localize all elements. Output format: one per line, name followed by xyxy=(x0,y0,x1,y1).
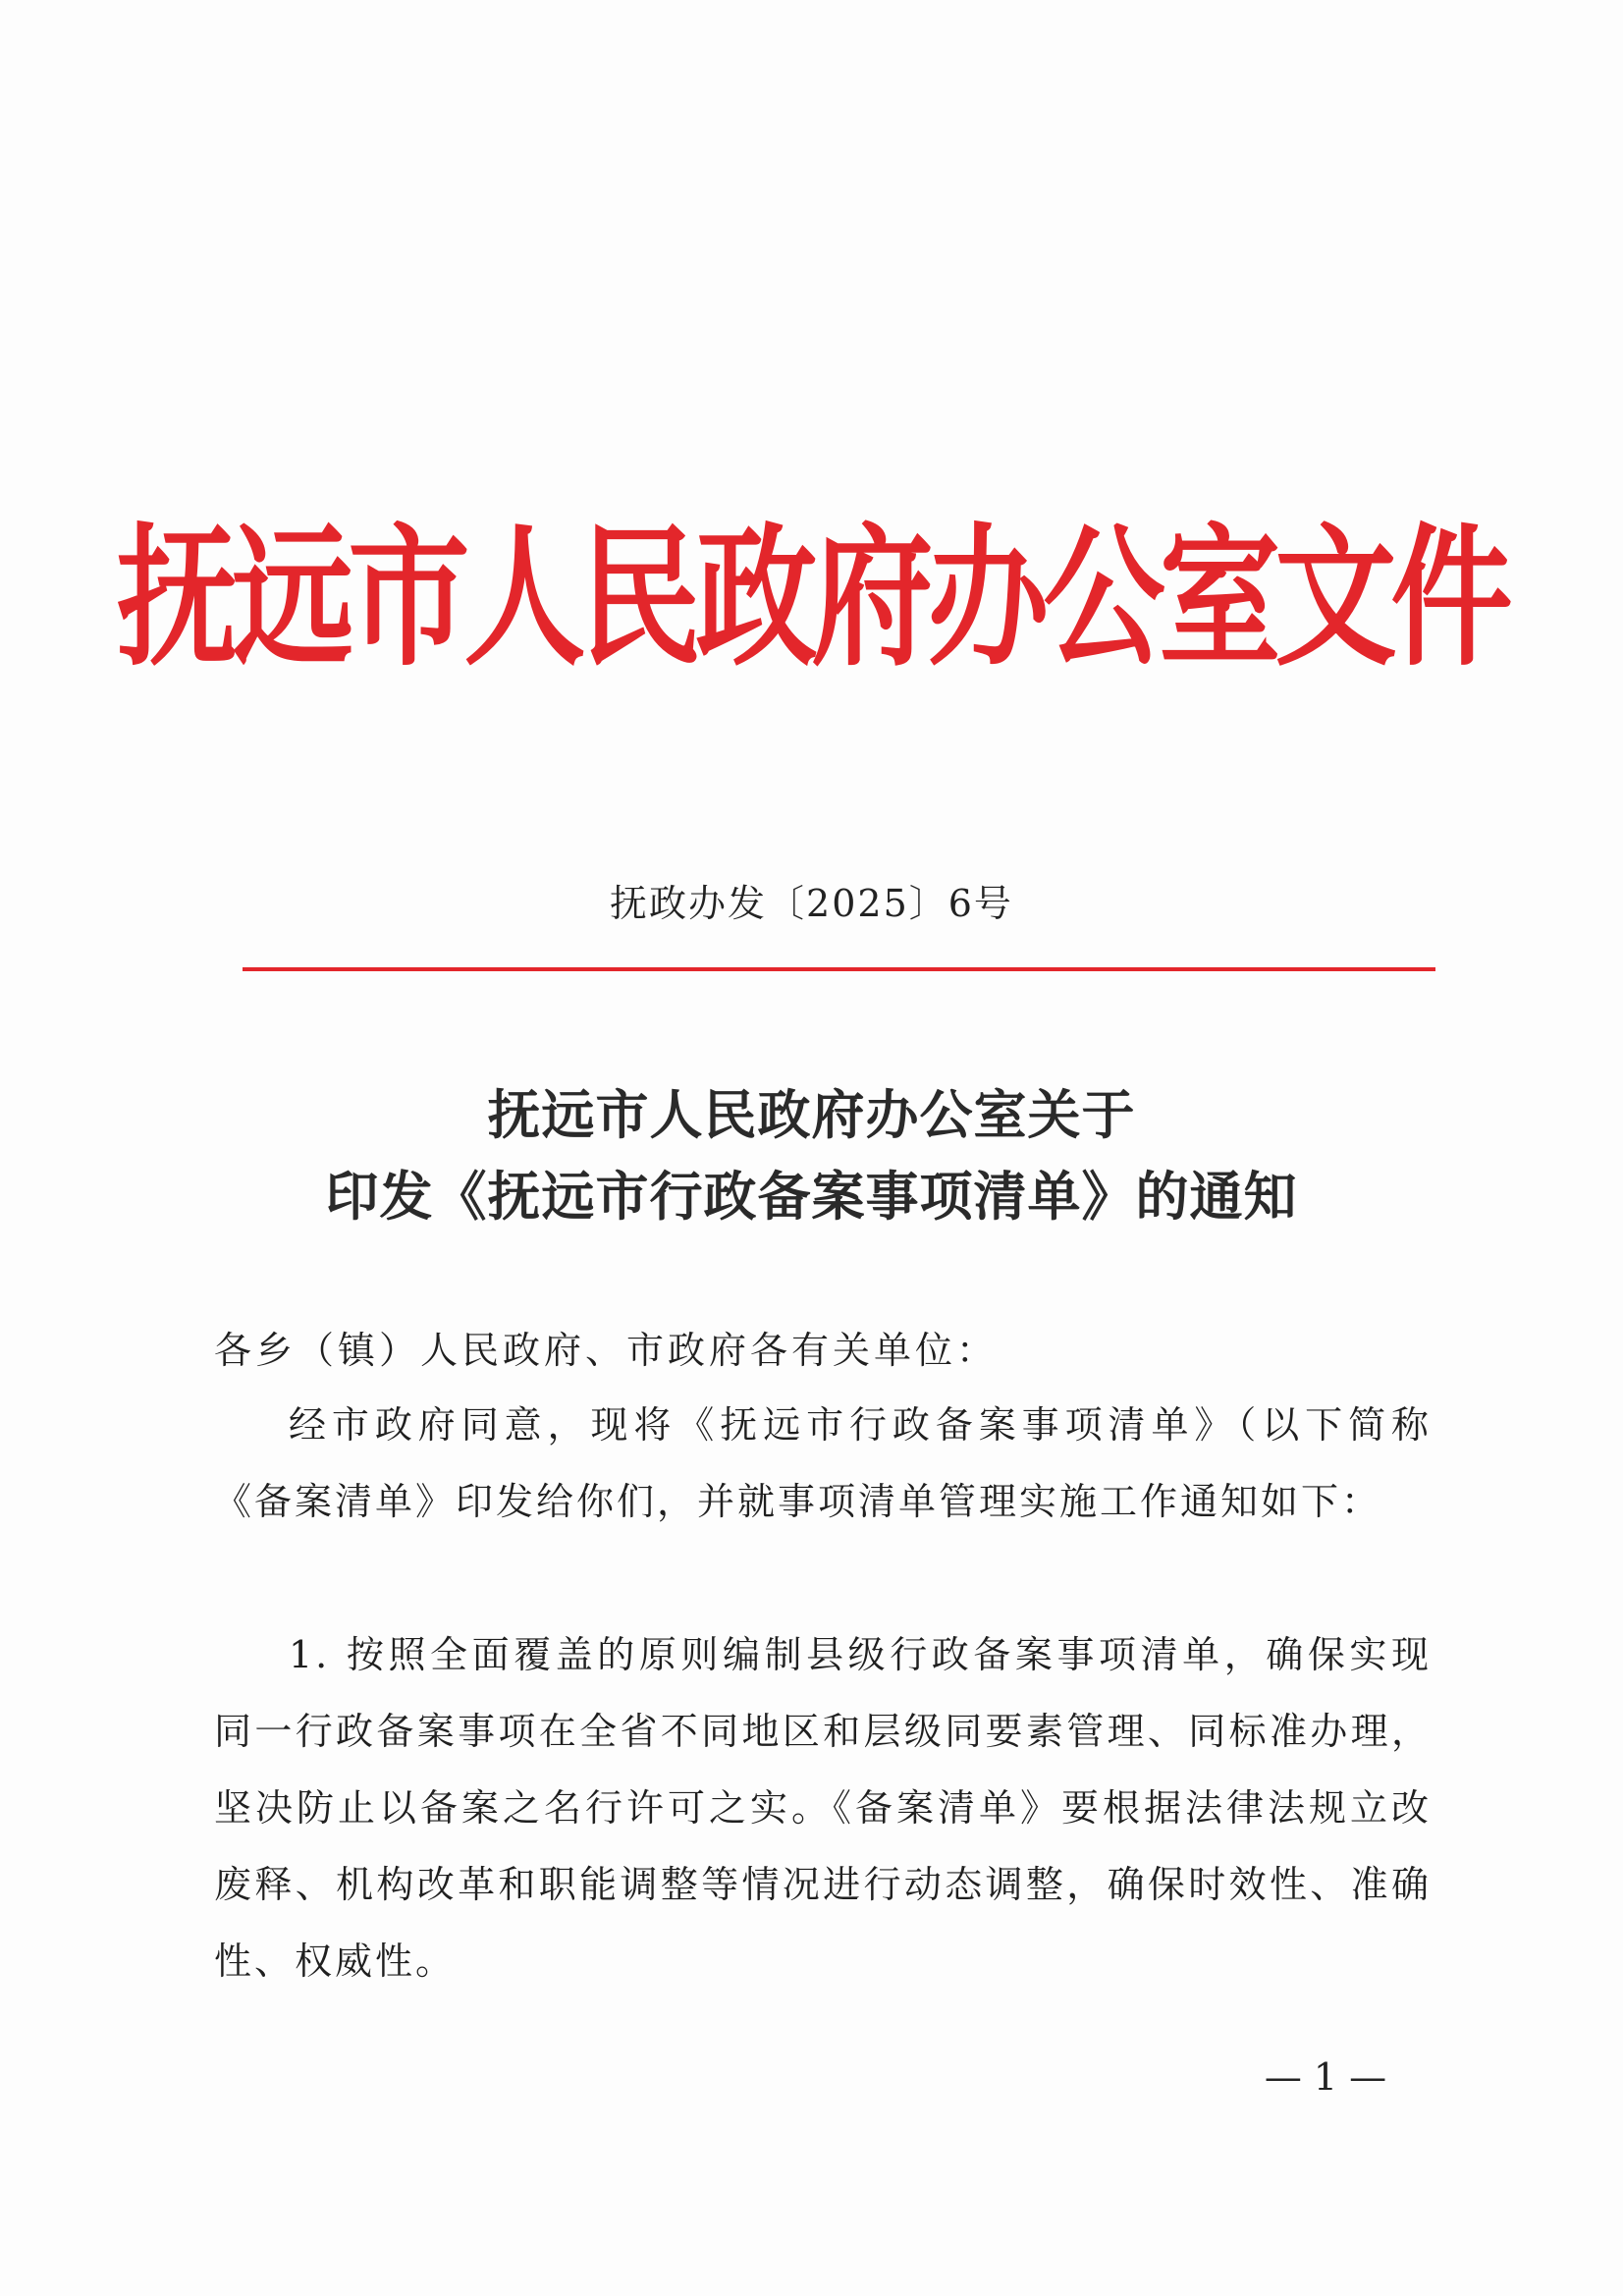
document-number: 抚政办发〔2025〕6号 xyxy=(610,882,1013,925)
issuer-header-title: 抚远市人民政府办公室文件 xyxy=(116,511,1507,687)
notice-title-line-1: 抚远市人民政府办公室关于 xyxy=(487,1083,1136,1146)
notice-title-line-2: 印发《抚远市行政备案事项清单》的通知 xyxy=(325,1165,1298,1228)
body-paragraph-2: 1. 按照全面覆盖的原则编制县级行政备案事项清单，确保实现同一行政备案事项在全省不同地区和层级同要素管理、同标准办理，坚决防止以备案之名行许可之实。《备案清单》要根据法律法规立改废释、机构改革和职能调整等情况进行动态调整，确保时效性、准确性、权威性。 xyxy=(214,1633,1432,1983)
red-separator-line xyxy=(243,967,1435,971)
salutation: 各乡（镇）人民政府、市政府各有关单位： xyxy=(214,1329,999,1372)
page-number: — 1 — xyxy=(1264,2055,1387,2099)
body-paragraph-1: 经市政府同意，现将《抚远市行政备案事项清单》（以下简称《备案清单》印发给你们，并就事项清单管理实施工作通知如下： xyxy=(214,1403,1432,1523)
